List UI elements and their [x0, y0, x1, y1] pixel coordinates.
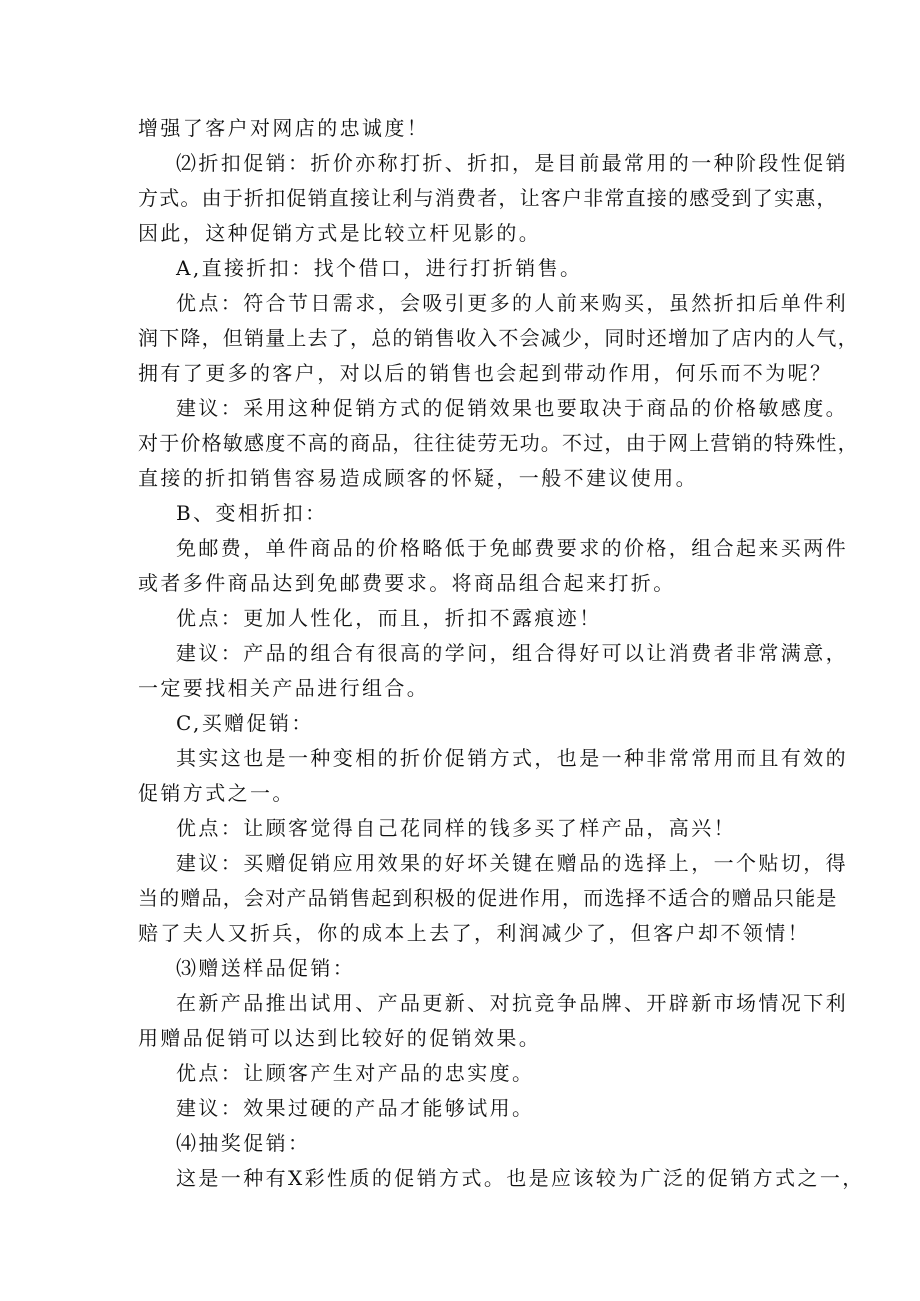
- text-line: 促销方式之一。: [138, 781, 295, 805]
- text-line: 对于价格敏感度不高的商品，往往徒劳无功。不过，由于网上营销的特殊性，: [138, 431, 859, 455]
- text-line: C,买赠促销：: [176, 711, 314, 735]
- text-line: 建议：买赠促销应用效果的好坏关键在赠品的选择上，一个贴切，得: [176, 851, 848, 875]
- text-line: 优点：更加人性化，而且，折扣不露痕迹！: [176, 606, 602, 630]
- text-line: 建议：效果过硬的产品才能够试用。: [176, 1096, 535, 1120]
- text-line: 优点：符合节日需求，会吸引更多的人前来购买，虽然折扣后单件利: [176, 291, 848, 315]
- text-line: 因此，这种促销方式是比较立杆见影的。: [138, 221, 542, 245]
- text-line: 免邮费，单件商品的价格略低于免邮费要求的价格，组合起来买两件: [176, 536, 848, 560]
- text-line: 其实这也是一种变相的折价促销方式，也是一种非常常用而且有效的: [176, 746, 848, 770]
- text-line: 或者多件商品达到免邮费要求。将商品组合起来打折。: [138, 571, 676, 595]
- text-line: 在新产品推出试用、产品更新、对抗竞争品牌、开辟新市场情况下利: [176, 991, 848, 1015]
- text-line: 建议：采用这种促销方式的促销效果也要取决于商品的价格敏感度。: [176, 396, 848, 420]
- text-line: 一定要找相关产品进行组合。: [138, 676, 430, 700]
- text-line: 当的赠品，会对产品销售起到积极的促进作用，而选择不适合的赠品只能是: [138, 886, 838, 910]
- text-line: 直接的折扣销售容易造成顾客的怀疑，一般不建议使用。: [138, 466, 698, 490]
- text-line: 润下降，但销量上去了，总的销售收入不会减少，同时还增加了店内的人气，: [138, 326, 859, 350]
- text-line: 用赠品促销可以达到比较好的促销效果。: [138, 1026, 542, 1050]
- text-line: ⑵折扣促销：折价亦称打折、折扣，是目前最常用的一种阶段性促销: [176, 151, 848, 175]
- text-line: ⑶赠送样品促销：: [176, 956, 356, 980]
- text-line: ⑷抽奖促销：: [176, 1131, 311, 1155]
- text-line: 增强了客户对网店的忠诚度！: [138, 116, 430, 140]
- text-line: 优点：让顾客觉得自己花同样的钱多买了样产品，高兴！: [176, 816, 736, 840]
- text-line: 优点：让顾客产生对产品的忠实度。: [176, 1061, 535, 1085]
- text-line: B、变相折扣：: [176, 501, 328, 525]
- text-line: 这是一种有X彩性质的促销方式。也是应该较为广泛的促销方式之一，: [176, 1166, 865, 1190]
- text-line: 建议：产品的组合有很高的学问，组合得好可以让消费者非常满意，: [176, 641, 848, 665]
- text-line: 方式。由于折扣促销直接让利与消费者，让客户非常直接的感受到了实惠，: [138, 186, 838, 210]
- text-line: A,直接折扣：找个借口，进行打折销售。: [176, 256, 583, 280]
- text-line: 赔了夫人又折兵，你的成本上去了，利润减少了，但客户却不领情！: [138, 921, 810, 945]
- text-line: 拥有了更多的客户，对以后的销售也会起到带动作用，何乐而不为呢？: [138, 361, 833, 385]
